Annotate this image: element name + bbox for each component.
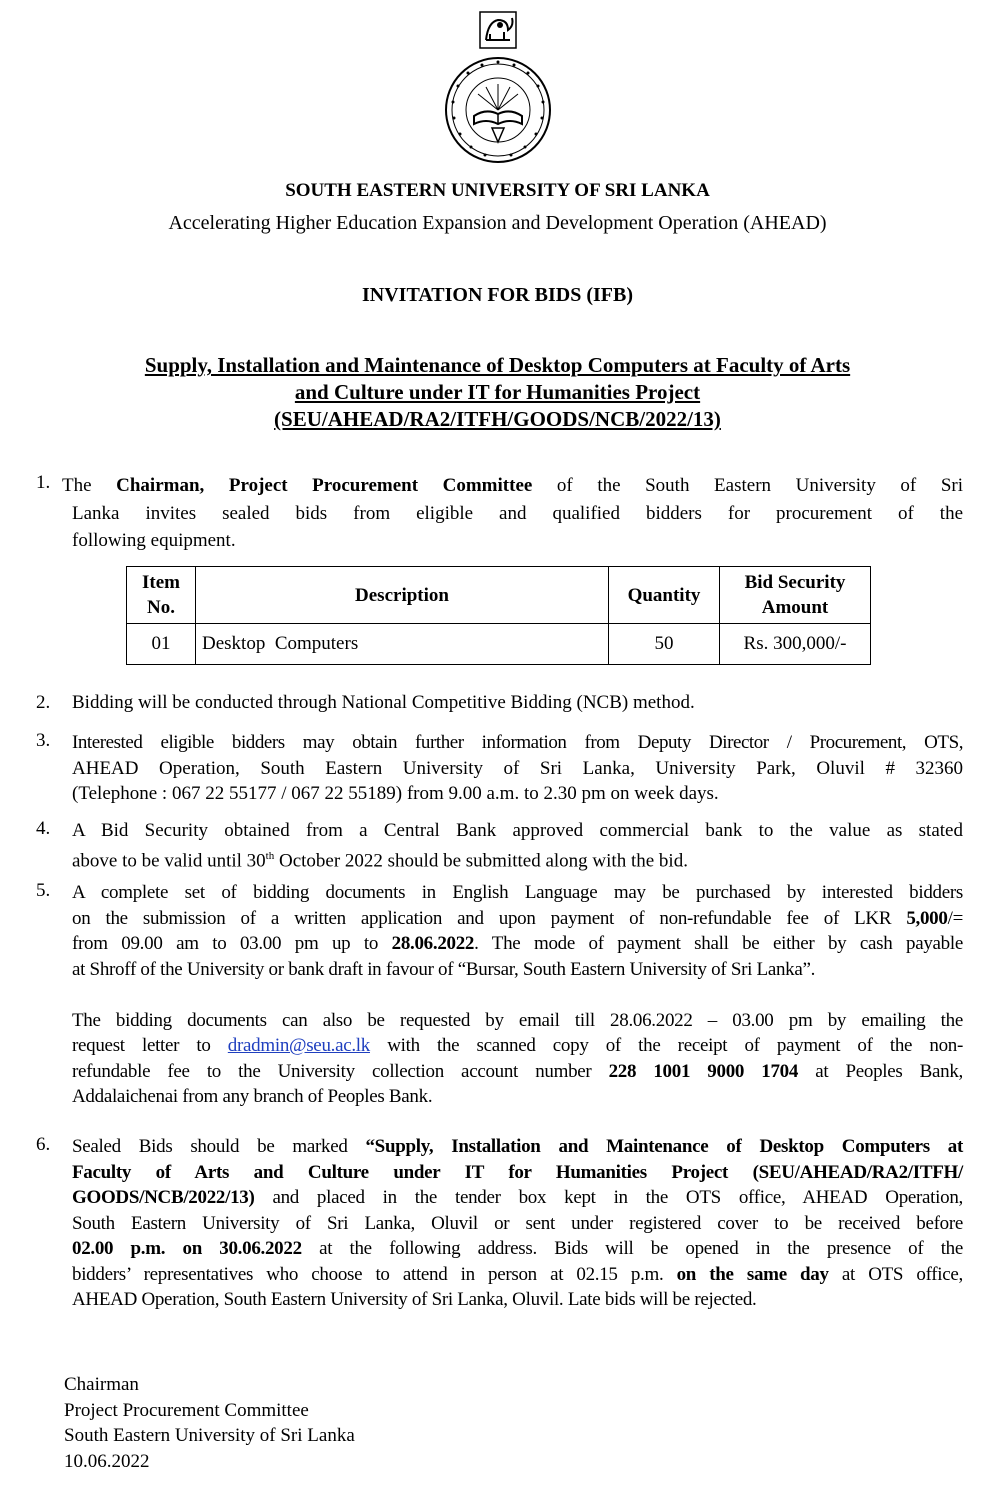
text-line: Bidding will be conducted through National Competitive Bidding (NCB) method.: [72, 692, 695, 713]
text-run-bold: Faculty of Arts and Culture under IT for Humanities Project (SEU/AHEAD/RA2/ITFH/: [72, 1161, 963, 1183]
text-run: of the South Eastern University of Sri: [532, 475, 963, 496]
bid-title-line: and Culture under IT for Humanities Project: [294, 380, 701, 404]
text-run: /=: [947, 907, 963, 929]
text-line: following equipment.: [72, 530, 236, 551]
signature-date: 10.06.2022: [64, 1450, 150, 1472]
item-number: 1.: [36, 472, 51, 493]
bid-title-line: Supply, Installation and Maintenance of Desktop Computers at Faculty of Arts: [144, 353, 851, 377]
text-line: (Telephone : 067 22 55177 / 067 22 55189) from 9.00 a.m. to 2.30 pm on week days.: [72, 783, 719, 804]
fee-amount: 5,000: [906, 907, 948, 929]
text-line: The bidding documents can also be requested by email till 28.06.2022 – 03.00 pm by emailing the: [72, 1009, 963, 1031]
item-number: 4.: [36, 818, 51, 839]
cell-description: Desktop Computers: [196, 624, 609, 665]
item-number: 5.: [36, 880, 51, 901]
text-run: October 2022 should be submitted along with the bid.: [274, 849, 688, 871]
item-4-text: [72, 818, 963, 873]
cell-item-no: 01: [127, 624, 196, 665]
signature-block: [64, 1372, 355, 1474]
item-number: 3.: [36, 730, 51, 751]
signatory-committee: Project Procurement Committee: [64, 1399, 309, 1421]
header-text: Amount: [761, 597, 829, 618]
text-line: Interested eligible bidders may obtain further information from Deputy Director / Procurement, OTS,: [72, 732, 963, 753]
opening-deadline: 02.00 p.m. on 30.06.2022: [72, 1238, 302, 1259]
text-run: on the submission of a written application and upon payment of non-refundable fee of LKR: [72, 907, 907, 929]
item-3-text: [72, 730, 963, 807]
cell-quantity: 50: [609, 624, 720, 665]
text-line: AHEAD Operation, South Eastern University of Sri Lanka, Oluvil. Late bids will be rejected.: [72, 1289, 757, 1310]
text-run: and placed in the tender box kept in the OTS office, AHEAD Operation,: [254, 1187, 963, 1208]
item-6-text: [72, 1134, 963, 1313]
text-run-bold: GOODS/NCB/2022/13): [72, 1187, 255, 1208]
text-run: refundable fee to the University collection account number: [72, 1060, 609, 1082]
signatory-university: South Eastern University of Sri Lanka: [64, 1425, 355, 1446]
email-link[interactable]: dradmin@seu.ac.lk: [227, 1035, 370, 1056]
text-run-bold: Chairman, Project Procurement Committee: [116, 475, 533, 496]
text-run: bidders’ representatives who choose to attend in person at 02.15 p.m.: [72, 1263, 677, 1285]
item-5-text: [72, 880, 963, 1110]
text-run: with the scanned copy of the receipt of payment of the non-: [369, 1035, 963, 1056]
table-row: [127, 624, 871, 665]
item-number: 2.: [36, 692, 51, 713]
text-run: at OTS office,: [828, 1263, 963, 1285]
university-name: SOUTH EASTERN UNIVERSITY OF SRI LANKA: [285, 180, 710, 201]
col-header-item-no: [127, 567, 196, 624]
text-line: A Bid Security obtained from a Central Bank approved commercial bank to the value as stated: [72, 820, 963, 841]
header-text: Bid Security: [744, 572, 846, 593]
text-line: Addalaichenai from any branch of Peoples Bank.: [72, 1086, 433, 1107]
account-number: 228 1001 9000 1704: [608, 1060, 799, 1082]
text-run: Sealed Bids should be marked: [72, 1136, 366, 1157]
header-text: Item: [142, 572, 180, 593]
bid-title: [0, 352, 995, 433]
text-line: A complete set of bidding documents in English Language may be purchased by interested bidders: [72, 882, 963, 903]
table-header-row: [127, 567, 871, 624]
project-name: Accelerating Higher Education Expansion and Development Operation (AHEAD): [168, 212, 827, 234]
text-line: Lanka invites sealed bids from eligible and qualified bidders for procurement of the: [72, 502, 963, 524]
university-seal-logo: [442, 10, 554, 170]
col-header-bid-security: [720, 567, 871, 624]
text-run: at Peoples Bank,: [798, 1060, 963, 1082]
text-run: . The mode of payment shall be either by cash payable: [474, 933, 963, 954]
cell-amount: Rs. 300,000/-: [720, 624, 871, 665]
text-line: at Shroff of the University or bank draft in favour of “Bursar, South Eastern University of Sri Lanka”.: [72, 958, 816, 980]
col-header-description: Description: [196, 567, 609, 624]
notice-type: INVITATION FOR BIDS (IFB): [362, 284, 633, 306]
text-run: from 09.00 am to 03.00 pm up to: [72, 933, 392, 954]
superscript: th: [265, 849, 275, 862]
text-run: at the following address. Bids will be opened in the presence of the: [301, 1238, 964, 1259]
item-number: 6.: [36, 1134, 51, 1155]
item-2-text: [72, 692, 963, 714]
items-table: [126, 566, 871, 665]
text-run-bold: on the same day: [676, 1263, 829, 1285]
item-1-text: [62, 472, 963, 555]
text-run: The: [62, 475, 117, 496]
text-run: request letter to: [72, 1035, 228, 1056]
bid-reference: (SEU/AHEAD/RA2/ITFH/GOODS/NCB/2022/13): [274, 407, 721, 431]
text-line: AHEAD Operation, South Eastern University of Sri Lanka, University Park, Oluvil # 32360: [72, 757, 963, 779]
text-line: South Eastern University of Sri Lanka, Oluvil or sent under registered cover to be received before: [72, 1212, 963, 1234]
text-run: above to be valid until 30: [72, 849, 266, 871]
deadline-date: 28.06.2022: [391, 933, 475, 954]
col-header-quantity: Quantity: [609, 567, 720, 624]
text-run-bold: “Supply, Installation and Maintenance of Desktop Computers at: [365, 1136, 964, 1157]
signatory-title: Chairman: [64, 1374, 139, 1395]
header-text: No.: [147, 597, 175, 618]
